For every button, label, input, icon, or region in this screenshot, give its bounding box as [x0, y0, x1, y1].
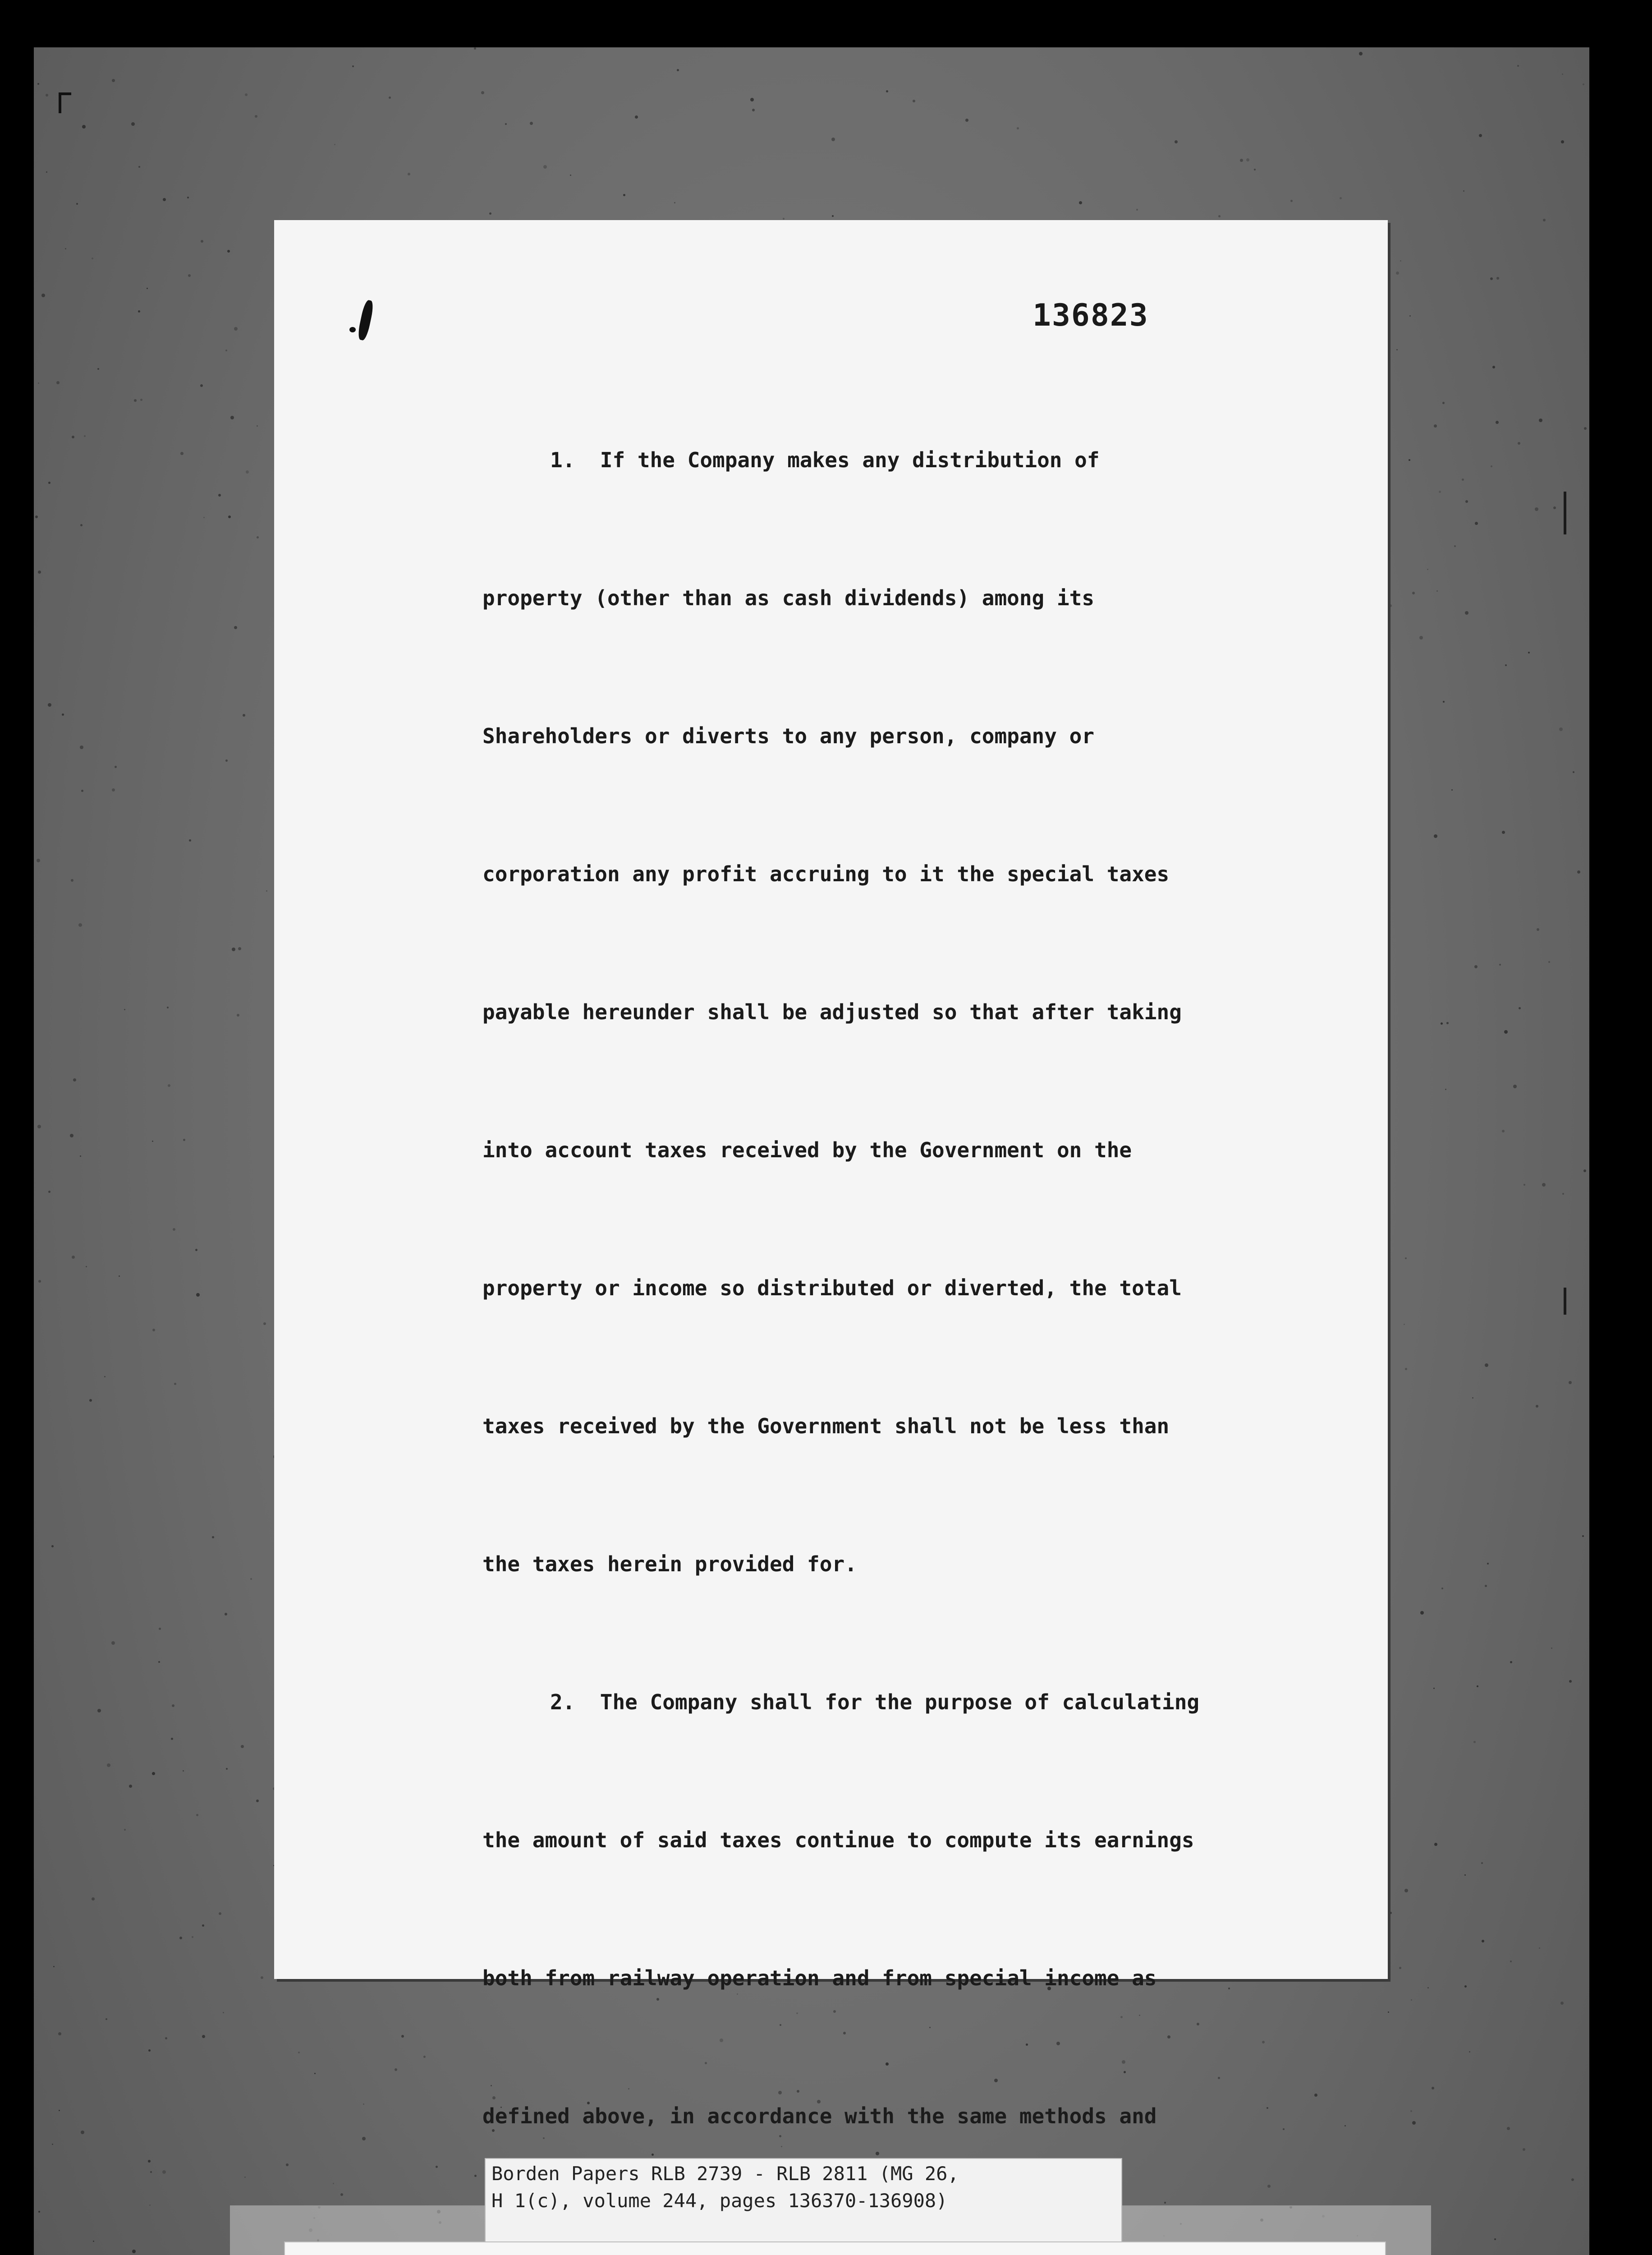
film-speckle — [244, 2177, 246, 2178]
film-speckle — [1496, 421, 1499, 424]
film-speckle — [152, 1772, 155, 1775]
film-speckle — [223, 2012, 224, 2013]
film-speckle — [1439, 491, 1441, 493]
film-speckle — [71, 879, 73, 882]
film-speckle — [1562, 74, 1563, 75]
film-speckle — [72, 1256, 75, 1259]
film-speckle — [58, 2032, 61, 2035]
film-speckle — [200, 384, 203, 387]
film-speckle — [1518, 442, 1520, 445]
film-speckle — [401, 2035, 404, 2038]
film-speckle — [152, 1329, 155, 1331]
film-speckle — [48, 482, 50, 484]
reference-line: H 1(c), volume 244, pages 136370-136908) — [491, 2190, 948, 2212]
film-speckle — [1583, 83, 1584, 85]
film-speckle — [38, 382, 39, 384]
film-speckle — [623, 194, 625, 196]
document-line: defined above, in accordance with the same methods and — [482, 2104, 1157, 2128]
film-speckle — [167, 1007, 169, 1008]
film-speckle — [106, 2018, 107, 2020]
film-speckle — [104, 1376, 106, 1377]
film-speckle — [1502, 831, 1505, 834]
film-speckle — [48, 1191, 50, 1193]
film-speckle — [1490, 277, 1493, 280]
film-speckle — [82, 125, 86, 129]
film-speckle — [38, 571, 41, 574]
film-speckle — [1464, 1874, 1466, 1876]
film-speckle — [1340, 197, 1342, 199]
film-speckle — [1290, 200, 1293, 202]
film-speckle — [1396, 349, 1398, 350]
reference-line: Borden Papers RLB 2739 - RLB 2811 (MG 26, — [491, 2163, 959, 2185]
film-speckle — [73, 1078, 76, 1081]
film-speckle — [334, 144, 335, 145]
film-speckle — [37, 859, 40, 862]
film-speckle — [832, 215, 834, 217]
film-speckle — [474, 47, 476, 50]
film-speckle — [1553, 506, 1556, 509]
film-speckle — [1420, 1611, 1424, 1615]
film-speckle — [1432, 2087, 1434, 2089]
film-speckle — [1427, 1987, 1429, 1988]
film-speckle — [1584, 427, 1587, 430]
film-speckle — [1577, 870, 1580, 874]
film-speckle — [1539, 419, 1542, 422]
film-speckle — [80, 746, 83, 749]
film-speckle — [1569, 1680, 1572, 1683]
film-speckle — [1472, 1397, 1473, 1399]
document-line: into account taxes received by the Government on the — [482, 1138, 1132, 1162]
film-speckle — [1409, 315, 1411, 317]
film-speckle — [53, 1966, 55, 1967]
film-speckle — [203, 517, 205, 518]
film-speckle — [1404, 1889, 1408, 1892]
document-line: both from railway operation and from special income as — [482, 1966, 1157, 1990]
film-speckle — [635, 115, 638, 119]
film-speckle — [1537, 928, 1539, 931]
film-speckle — [1499, 964, 1501, 966]
film-speckle — [255, 115, 257, 118]
film-speckle — [227, 250, 230, 253]
archives-card — [284, 2241, 1386, 2255]
film-speckle — [570, 175, 571, 176]
film-speckle — [234, 327, 238, 331]
film-speckle — [234, 626, 237, 629]
film-speckle — [179, 1937, 182, 1939]
film-speckle — [70, 1134, 73, 1137]
film-speckle — [1412, 2121, 1416, 2125]
film-speckle — [196, 1814, 198, 1816]
film-speckle — [423, 2056, 426, 2058]
film-speckle — [226, 1768, 228, 1770]
film-speckle — [266, 890, 267, 892]
film-speckle — [1494, 2238, 1496, 2240]
film-speckle — [1254, 169, 1256, 170]
film-speckle — [1359, 52, 1363, 55]
film-speckle — [148, 2049, 151, 2052]
film-speckle — [1477, 1685, 1478, 1687]
film-speckle — [1434, 424, 1437, 428]
film-speckle — [158, 1661, 160, 1663]
document-line: payable hereunder shall be adjusted so that after taking — [482, 1000, 1182, 1024]
film-speckle — [241, 1745, 244, 1748]
document-line: corporation any profit accruing to it the special taxes — [482, 862, 1170, 886]
film-speckle — [1465, 611, 1468, 615]
film-speckle — [180, 452, 184, 455]
film-speckle — [1175, 140, 1178, 143]
film-speckle — [1405, 1368, 1407, 1370]
film-speckle — [783, 218, 785, 220]
film-speckle — [1492, 366, 1495, 368]
film-speckle — [237, 1014, 239, 1017]
film-speckle — [165, 2037, 167, 2039]
film-speckle — [1539, 1947, 1540, 1949]
film-speckle — [225, 350, 227, 351]
film-speckle — [1535, 507, 1538, 511]
document-body — [482, 345, 1339, 2255]
film-speckle — [1496, 277, 1499, 280]
film-speckle — [362, 2137, 366, 2140]
film-speckle — [340, 2193, 343, 2196]
film-speckle — [38, 2211, 40, 2213]
film-speckle — [1462, 479, 1464, 481]
film-speckle — [1487, 1563, 1489, 1565]
film-speckle — [1559, 727, 1563, 731]
film-speckle — [46, 94, 48, 97]
film-speckle — [1412, 592, 1415, 594]
film-speckle — [119, 1275, 120, 1277]
film-speckle — [363, 2103, 364, 2105]
film-speckle — [489, 212, 491, 215]
film-speckle — [92, 258, 93, 259]
film-speckle — [138, 310, 140, 313]
film-speckle — [1451, 789, 1453, 791]
film-speckle — [1474, 965, 1478, 968]
document-line: the amount of said taxes continue to compute its earnings — [482, 1828, 1194, 1852]
film-speckle — [81, 2131, 84, 2134]
film-speckle — [218, 494, 221, 497]
film-speckle — [1442, 402, 1445, 404]
film-speckle — [1410, 2110, 1412, 2112]
reference-label-text — [491, 2160, 1118, 2214]
film-speckle — [1434, 834, 1437, 838]
film-speckle — [1481, 1862, 1483, 1864]
film-speckle — [1390, 1912, 1392, 1914]
film-speckle — [1542, 1183, 1546, 1187]
film-speckle — [62, 713, 64, 716]
film-speckle — [750, 98, 754, 101]
film-speckle — [1519, 1007, 1521, 1009]
film-speckle — [256, 1799, 259, 1802]
document-line: 2. The Company shall for the purpose of calculating — [550, 1690, 1200, 1714]
film-speckle — [1485, 1363, 1488, 1367]
film-speckle — [1017, 127, 1019, 129]
document-line: taxes received by the Government shall not be less than — [482, 1414, 1170, 1438]
film-speckle — [112, 79, 115, 82]
film-speckle — [1583, 1169, 1586, 1172]
film-speckle — [78, 923, 82, 927]
film-speckle — [1485, 1585, 1487, 1587]
film-speckle — [134, 399, 137, 402]
film-speckle — [56, 381, 60, 384]
film-speckle — [238, 947, 241, 950]
film-speckle — [168, 1084, 170, 1087]
film-speckle — [150, 2171, 152, 2173]
film-speckle — [1240, 159, 1243, 162]
film-speckle — [225, 1613, 227, 1615]
film-speckle — [72, 436, 74, 438]
film-speckle — [1427, 569, 1428, 570]
film-speckle — [1405, 1257, 1407, 1259]
film-speckle — [1389, 604, 1392, 607]
film-speckle — [1465, 500, 1468, 503]
film-speckle — [172, 1704, 174, 1707]
film-speckle — [230, 416, 234, 419]
film-speckle — [51, 1545, 54, 1547]
film-speckle — [314, 2073, 316, 2074]
film-speckle — [1561, 140, 1564, 143]
film-speckle — [1411, 1999, 1412, 2001]
film-speckle — [92, 1897, 95, 1901]
page-number: 136823 — [1032, 298, 1149, 333]
film-speckle — [228, 515, 231, 518]
film-speckle — [1479, 134, 1482, 137]
film-speckle — [152, 1141, 153, 1142]
film-speckle — [131, 122, 135, 126]
film-speckle — [138, 166, 140, 168]
film-speckle — [250, 1578, 252, 1580]
film-speckle — [195, 1249, 197, 1251]
film-speckle — [1443, 701, 1445, 703]
film-speckle — [192, 1936, 193, 1938]
film-speckle — [1507, 2127, 1510, 2130]
film-speckle — [1562, 1193, 1564, 1195]
film-speckle — [389, 97, 391, 99]
film-speckle — [1464, 1985, 1467, 1988]
film-speckle — [1441, 1022, 1443, 1025]
film-speckle — [97, 368, 99, 370]
film-speckle — [1434, 1843, 1437, 1846]
film-speckle — [80, 1155, 81, 1157]
film-speckle — [174, 1383, 176, 1385]
film-speckle — [1388, 2011, 1389, 2013]
film-speckle — [1571, 2178, 1574, 2181]
film-speckle — [1400, 260, 1401, 262]
film-speckle — [530, 122, 533, 125]
film-speckle — [189, 839, 191, 842]
document-line: property (other than as cash dividends) among its — [482, 586, 1095, 610]
film-speckle — [1396, 272, 1399, 275]
film-speckle — [201, 240, 203, 243]
film-speckle — [286, 2163, 289, 2166]
film-speckle — [107, 1763, 110, 1767]
film-speckle — [1523, 2148, 1525, 2151]
film-speckle — [183, 1139, 185, 1141]
film-speckle — [263, 1322, 266, 1325]
film-speckle — [1504, 1030, 1508, 1034]
film-speckle — [1445, 1089, 1446, 1090]
film-speckle — [37, 1125, 41, 1128]
film-speckle — [1246, 158, 1249, 161]
film-speckle — [1409, 459, 1410, 461]
film-speckle — [149, 2204, 151, 2206]
film-speckle — [1513, 1085, 1517, 1088]
film-speckle — [352, 65, 354, 67]
film-speckle — [1436, 590, 1438, 592]
film-speckle — [1136, 209, 1138, 211]
film-speckle — [1399, 1967, 1401, 1969]
film-speckle — [246, 470, 249, 474]
film-speckle — [159, 1628, 161, 1630]
film-speckle — [202, 1924, 204, 1927]
film-speckle — [474, 2175, 477, 2177]
film-speckle — [1475, 522, 1478, 525]
film-speckle — [129, 1785, 132, 1788]
document-line: the taxes herein provided for. — [482, 1552, 857, 1576]
film-speckle — [52, 2144, 53, 2145]
film-speckle — [212, 1536, 214, 1538]
film-speckle — [1543, 219, 1546, 221]
film-speckle — [395, 2068, 397, 2071]
film-speckle — [257, 425, 258, 427]
ink-mark — [349, 327, 356, 332]
film-speckle — [147, 288, 148, 289]
film-speckle — [111, 1641, 115, 1645]
film-speckle — [752, 109, 755, 111]
film-speckle — [112, 788, 115, 792]
film-speckle — [132, 2250, 136, 2253]
film-speckle — [59, 2110, 60, 2111]
film-speckle — [1510, 1661, 1512, 1663]
film-speckle — [1469, 2051, 1470, 2053]
film-speckle — [1569, 1381, 1572, 1384]
film-speckle — [196, 1293, 200, 1297]
film-speckle — [219, 1912, 221, 1915]
film-speckle — [831, 138, 835, 141]
film-speckle — [1473, 1741, 1476, 1743]
film-speckle — [173, 1228, 175, 1231]
film-speckle — [1404, 1324, 1405, 1325]
film-speckle — [124, 1009, 125, 1010]
film-speckle — [1079, 201, 1082, 204]
film-speckle — [163, 198, 166, 201]
film-speckle — [257, 536, 259, 538]
film-speckle — [1528, 652, 1530, 653]
film-speckle — [674, 202, 675, 203]
film-speckle — [543, 165, 547, 169]
film-speckle — [886, 90, 888, 92]
film-speckle — [505, 123, 507, 125]
document-line: property or income so distributed or diverted, the total — [482, 1276, 1182, 1300]
film-speckle — [1502, 1130, 1505, 1132]
film-speckle — [245, 93, 248, 96]
film-speckle — [86, 1266, 87, 1267]
film-speckle — [183, 1770, 184, 1772]
film-speckle — [93, 2241, 94, 2242]
film-speckle — [80, 524, 83, 526]
film-speckle — [89, 1399, 92, 1402]
film-speckle — [1463, 190, 1464, 192]
film-speckle — [41, 294, 45, 297]
film-speckle — [162, 2170, 166, 2174]
film-speckle — [202, 2035, 205, 2038]
film-speckle — [1441, 1588, 1443, 1589]
film-speckle — [481, 91, 484, 94]
film-speckle — [1505, 664, 1507, 666]
film-speckle — [148, 2160, 151, 2163]
film-speckle — [1573, 771, 1574, 773]
film-speckle — [187, 197, 189, 198]
film-speckle — [408, 173, 410, 175]
film-speckle — [677, 69, 679, 71]
film-speckle — [1548, 961, 1550, 963]
film-speckle — [1218, 215, 1221, 217]
film-speckle — [965, 119, 968, 122]
film-speckle — [1582, 1535, 1584, 1537]
film-speckle — [97, 1709, 101, 1712]
corner-crop-mark — [59, 92, 71, 113]
film-speckle — [913, 100, 915, 102]
film-speckle — [333, 2183, 334, 2184]
film-speckle — [76, 203, 78, 205]
margin-mark — [1564, 1288, 1566, 1315]
film-speckle — [35, 515, 38, 518]
film-speckle — [188, 274, 191, 277]
film-speckle — [1551, 1648, 1552, 1649]
film-speckle — [298, 2052, 300, 2053]
film-speckle — [225, 759, 228, 762]
film-speckle — [84, 435, 86, 437]
film-speckle — [140, 399, 142, 401]
film-speckle — [1419, 636, 1423, 640]
film-speckle — [48, 703, 51, 707]
film-speckle — [115, 766, 117, 768]
film-speckle — [65, 248, 66, 249]
film-speckle — [1517, 65, 1519, 67]
film-speckle — [436, 2166, 438, 2168]
margin-mark — [1564, 492, 1566, 534]
film-speckle — [171, 1738, 173, 1740]
document-line: 1. If the Company makes any distribution of — [550, 448, 1100, 472]
film-speckle — [46, 171, 47, 173]
film-speckle — [1454, 545, 1456, 547]
film-speckle — [1433, 1688, 1435, 1689]
film-speckle — [124, 1829, 126, 1831]
film-speckle — [38, 1280, 41, 1283]
film-speckle — [1510, 1960, 1512, 1962]
film-speckle — [81, 790, 83, 792]
film-speckle — [1446, 1022, 1449, 1024]
document-line: Shareholders or diverts to any person, company or — [482, 724, 1095, 748]
film-speckle — [1491, 465, 1492, 467]
film-speckle — [1560, 2002, 1564, 2005]
film-speckle — [1524, 1184, 1525, 1186]
film-speckle — [1345, 2125, 1346, 2126]
film-speckle — [1482, 1940, 1484, 1942]
film-speckle — [243, 714, 245, 717]
film-speckle — [37, 83, 39, 85]
film-speckle — [232, 948, 235, 951]
film-speckle — [1536, 1405, 1538, 1408]
film-speckle — [261, 1976, 263, 1979]
